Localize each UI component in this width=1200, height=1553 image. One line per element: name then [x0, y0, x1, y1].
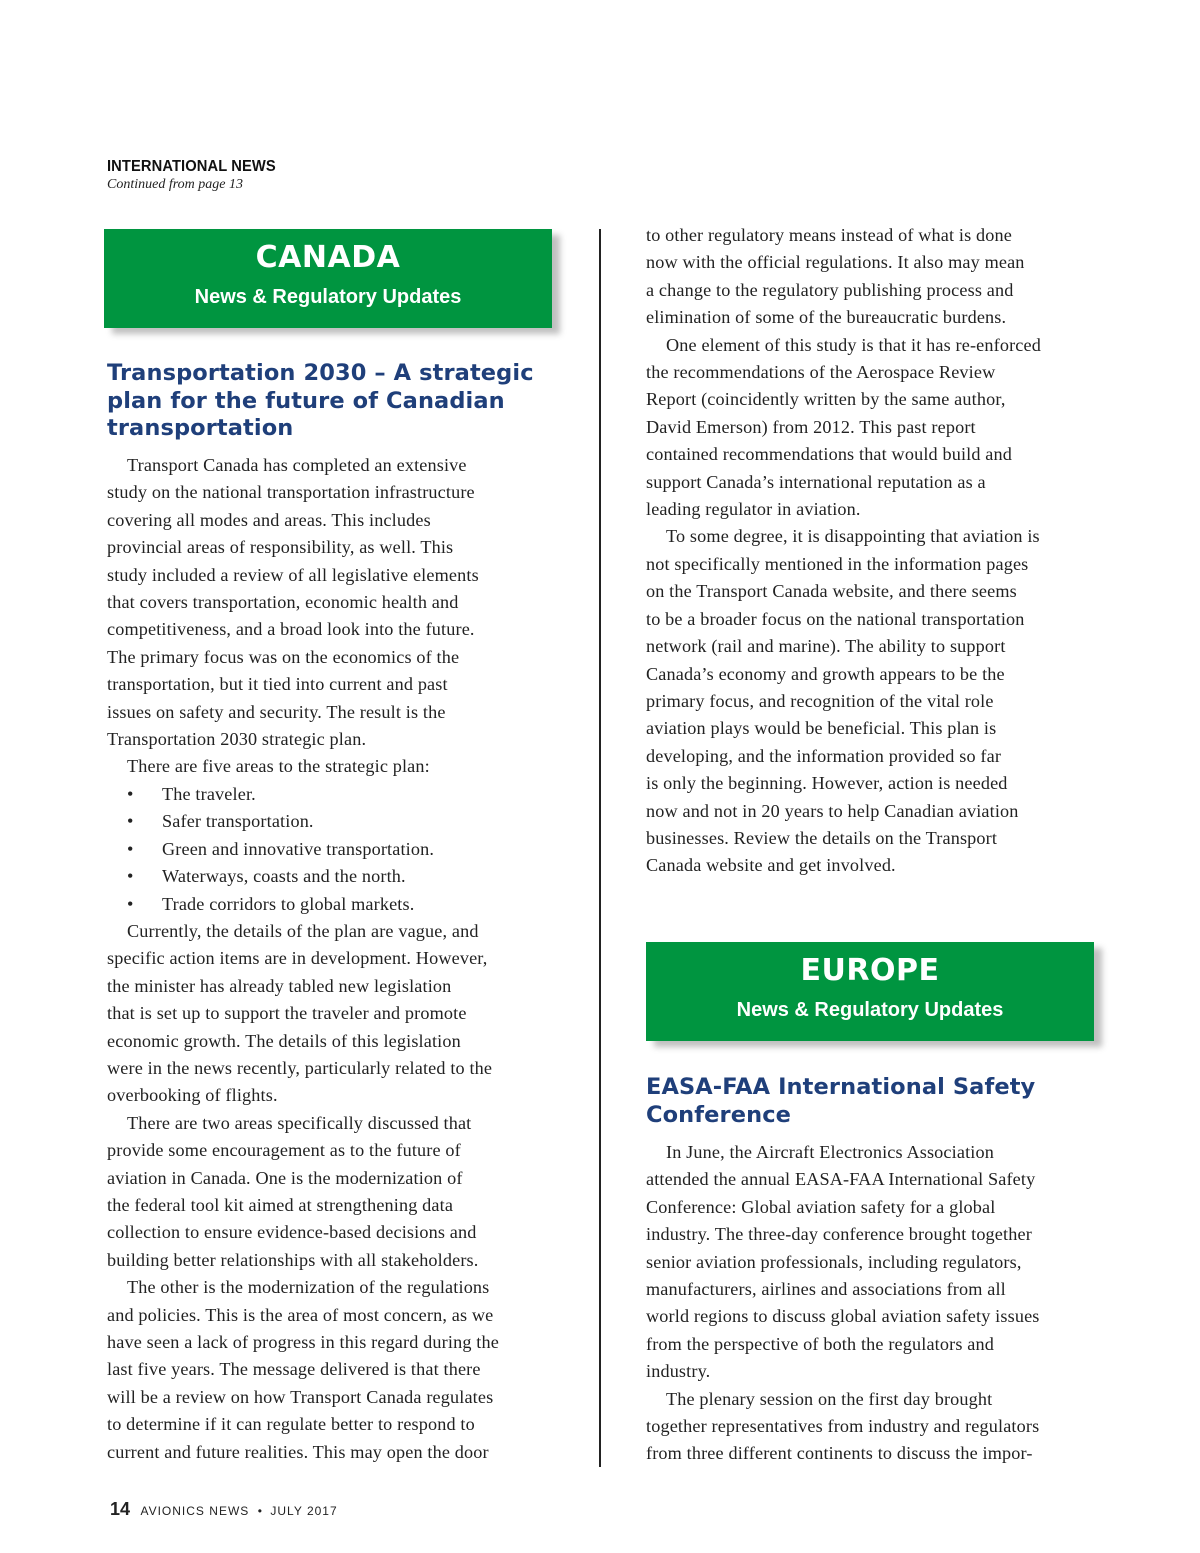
strategic-plan-list [107, 781, 587, 918]
text-line: In June, the Aircraft Electronics Association [666, 1142, 994, 1162]
text-line: Transportation 2030 strategic plan. [107, 729, 367, 750]
column-divider [599, 229, 601, 1467]
text-line: competitiveness, and a broad look into the future. [107, 619, 475, 640]
text-line: from the perspective of both the regulators and [646, 1333, 994, 1354]
text-line: is only the beginning. However, action is needed [646, 773, 1008, 794]
article2-headline [646, 1074, 1116, 1129]
text-line: issues on safety and security. The result is the [107, 701, 446, 722]
bullet-icon: • [127, 838, 134, 859]
headline-line: Conference [646, 1101, 792, 1128]
text-line: economic growth. The details of this legislation [107, 1030, 461, 1051]
article1-paragraph-1 [107, 452, 587, 753]
text-line: from three different continents to discuss the impor- [646, 1443, 1033, 1464]
text-line: aviation plays would be beneficial. This plan is [646, 718, 997, 739]
list-item [107, 781, 587, 808]
text-line: collection to ensure evidence-based decisions and [107, 1222, 477, 1243]
bullet-icon: • [127, 893, 134, 914]
right-column-body-top [646, 222, 1116, 880]
list-item [107, 863, 587, 890]
article2-paragraph-1 [646, 1139, 1116, 1386]
bullet-icon: • [127, 783, 134, 804]
text-line: elimination of some of the bureaucratic burdens. [646, 307, 1007, 328]
text-line: study on the national transportation infrastructure [107, 482, 475, 503]
text-line: have seen a lack of progress in this regard during the [107, 1332, 499, 1352]
list-item-text: Safer transportation. [162, 811, 314, 832]
text-line: to be a broader focus on the national transportation [646, 608, 1025, 629]
text-line: leading regulator in aviation. [646, 499, 861, 520]
text-line: specific action items are in development. However, [107, 948, 488, 969]
text-line: To some degree, it is disappointing that aviation is [666, 526, 1040, 547]
text-line: network (rail and marine). The ability to support [646, 636, 1006, 657]
text-line: a change to the regulatory publishing process and [646, 279, 1014, 300]
continued-note: Continued from page 13 [107, 177, 243, 192]
article1-paragraph-5-part1 [107, 1274, 587, 1466]
text-line: Report (coincidently written by the same author, [646, 389, 1006, 410]
text-line: aviation in Canada. One is the modernization of [107, 1167, 463, 1188]
text-line: together representatives from industry and regulators [646, 1416, 1040, 1437]
text-line: that is set up to support the traveler and promote [107, 1003, 467, 1024]
headline-line: plan for the future of Canadian [107, 387, 505, 414]
text-line: on the Transport Canada website, and there seems [646, 581, 1017, 602]
text-line: that covers transportation, economic health and [107, 592, 459, 613]
text-line: building better relationships with all stakeholders. [107, 1249, 479, 1270]
text-line: One element of this study is that it has re-enforced [666, 334, 1041, 355]
text-line: attended the annual EASA-FAA International Safety [646, 1169, 1036, 1190]
section-header [107, 158, 290, 193]
list-item [107, 836, 587, 863]
article1-paragraph-4 [107, 1110, 587, 1274]
text-line: Currently, the details of the plan are vague, and [127, 920, 479, 941]
text-line: Canada website and get involved. [646, 855, 896, 876]
text-line: manufacturers, airlines and associations from all [646, 1279, 1006, 1300]
text-line: The other is the modernization of the regulations [127, 1277, 490, 1298]
article1-paragraph-7 [646, 523, 1116, 879]
article1-headline [107, 360, 577, 443]
bullet-icon: • [127, 811, 134, 832]
text-line: The plenary session on the first day brought [666, 1388, 993, 1409]
text-line: not specifically mentioned in the information pages [646, 553, 1029, 574]
list-item-text: The traveler. [162, 783, 256, 804]
text-line: businesses. Review the details on the Transport [646, 827, 998, 848]
text-line: the federal tool kit aimed at strengthening data [107, 1194, 454, 1215]
text-line: study included a review of all legislative elements [107, 564, 479, 585]
page-footer [110, 1499, 338, 1520]
text-line: David Emerson) from 2012. This past report [646, 416, 976, 437]
europe-banner-subtitle: News & Regulatory Updates [736, 999, 1004, 1021]
canada-banner-subtitle: News & Regulatory Updates [194, 286, 462, 308]
text-line: to other regulatory means instead of what is done [646, 225, 1012, 245]
text-line: senior aviation professionals, including regulators, [646, 1251, 1022, 1272]
text-line: the minister has already tabled new legislation [107, 975, 452, 996]
list-item [107, 891, 587, 918]
text-line: overbooking of flights. [107, 1085, 278, 1106]
text-line: the recommendations of the Aerospace Review [646, 362, 996, 383]
right-column-body-bottom [646, 1139, 1116, 1468]
list-item-text: Waterways, coasts and the north. [162, 866, 406, 887]
text-line: provide some encouragement as to the future of [107, 1140, 461, 1161]
text-line: support Canada’s international reputation as a [646, 471, 986, 492]
text-line: now and not in 20 years to help Canadian aviation [646, 800, 1019, 821]
europe-banner [646, 942, 1094, 1041]
left-column-body [107, 452, 587, 1466]
text-line: developing, and the information provided so far [646, 745, 1002, 766]
text-line: The primary focus was on the economics of the [107, 646, 460, 667]
list-item [107, 808, 587, 835]
europe-banner-title: EUROPE [800, 953, 940, 988]
canada-banner [104, 229, 552, 328]
text-line: Conference: Global aviation safety for a global [646, 1196, 996, 1217]
text-line: There are two areas specifically discussed that [127, 1112, 472, 1133]
text-line: Canada’s economy and growth appears to be the [646, 663, 1005, 684]
bullet-icon: • [127, 866, 134, 887]
text-line: provincial areas of responsibility, as well. This [107, 537, 454, 558]
text-line: and policies. This is the area of most concern, as we [107, 1304, 494, 1325]
list-item-text: Green and innovative transportation. [162, 838, 435, 859]
text-line: current and future realities. This may open the door [107, 1441, 489, 1462]
canada-banner-title: CANADA [255, 240, 401, 275]
headline-line: Transportation 2030 – A strategic [107, 360, 534, 386]
text-line: world regions to discuss global aviation safety issues [646, 1306, 1040, 1327]
section-title: INTERNATIONAL NEWS [107, 158, 276, 175]
text-line: contained recommendations that would build and [646, 444, 1013, 465]
magazine-name: AVIONICS NEWS [140, 1504, 250, 1518]
article1-paragraph-6 [646, 332, 1116, 524]
article1-paragraph-2: There are five areas to the strategic plan: [127, 756, 430, 777]
headline-line: transportation [107, 415, 294, 441]
issue-date: JULY 2017 [270, 1504, 338, 1518]
list-item-text: Trade corridors to global markets. [162, 893, 415, 914]
text-line: to determine if it can regulate better to respond to [107, 1414, 475, 1435]
footer-separator: • [257, 1504, 262, 1518]
text-line: covering all modes and areas. This includes [107, 509, 431, 530]
text-line: were in the news recently, particularly related to the [107, 1057, 493, 1078]
headline-line: EASA-FAA International Safety [646, 1074, 1036, 1100]
text-line: Transport Canada has completed an extensive [127, 455, 467, 475]
text-line: primary focus, and recognition of the vital role [646, 690, 994, 711]
text-line: will be a review on how Transport Canada regulates [107, 1386, 494, 1407]
text-line: industry. [646, 1361, 711, 1382]
article1-paragraph-5-part2 [646, 222, 1116, 332]
article1-paragraph-3 [107, 918, 587, 1110]
page-number: 14 [110, 1499, 131, 1519]
text-line: transportation, but it tied into current and past [107, 674, 448, 695]
article2-paragraph-2 [646, 1386, 1116, 1468]
text-line: now with the official regulations. It also may mean [646, 252, 1025, 273]
text-line: last five years. The message delivered is that there [107, 1359, 481, 1380]
text-line: industry. The three-day conference brought together [646, 1224, 1032, 1245]
